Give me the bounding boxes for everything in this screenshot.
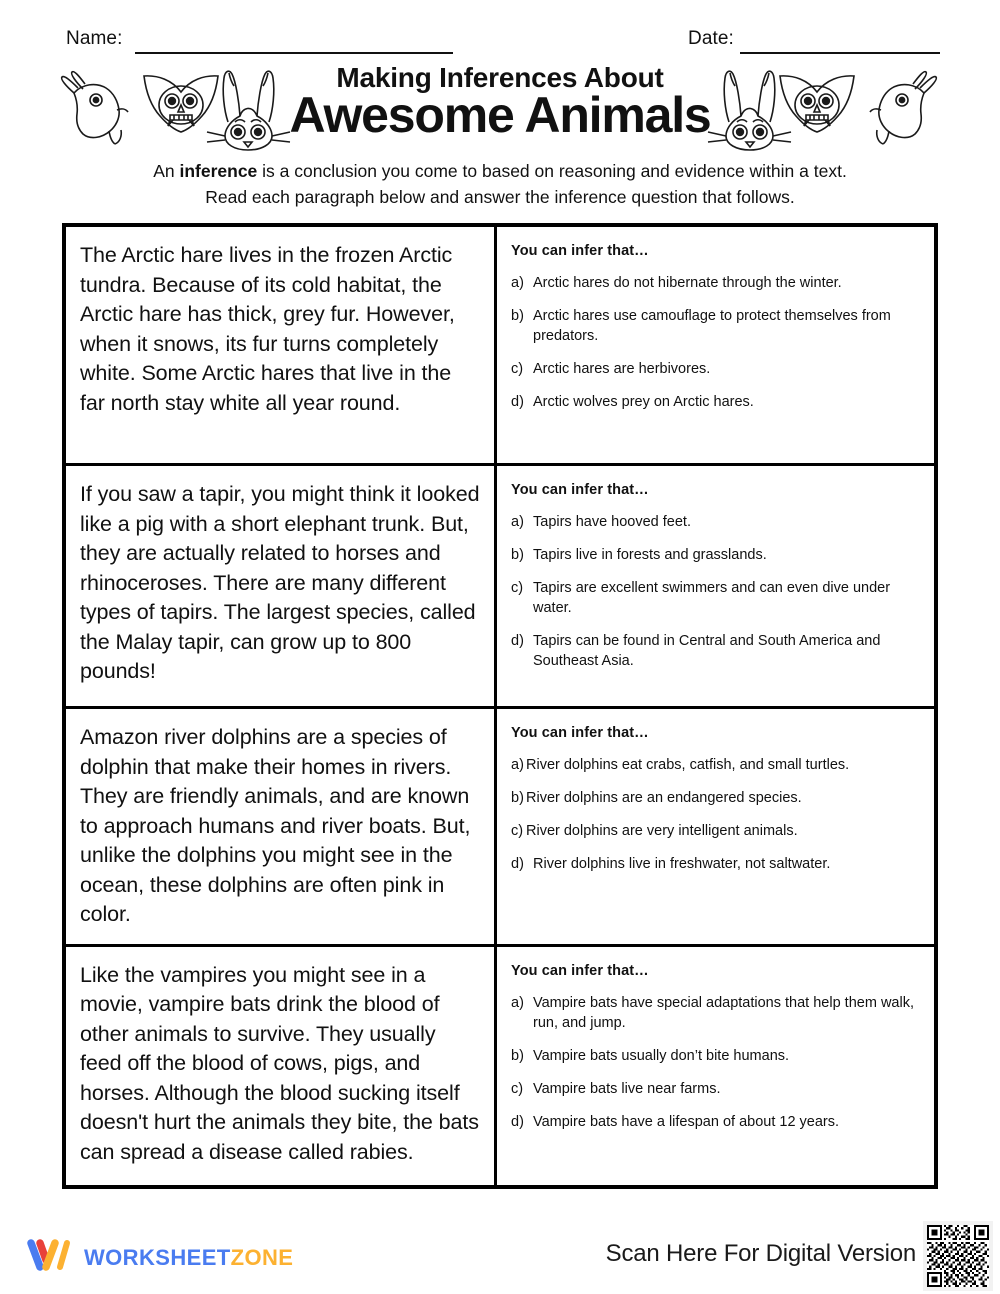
table-row [66,947,934,1185]
table-row [66,709,934,947]
option-letter: d) [511,1113,524,1130]
option-letter: a) [511,514,524,530]
answer-option[interactable] [511,273,922,293]
answer-option[interactable] [511,788,922,808]
passage-text: If you saw a tapir, you might think it looked like a pig with a short elephant trunk. But, they are actually related to horses and rhinoceroses. There are many different types of tapirs. The largest species, called the Malay tapir, can grow up to 800 pounds! [80,482,480,683]
option-letter: b) [511,1047,524,1064]
answer-option[interactable] [511,755,922,775]
instructions-suffix: is a conclusion you come to based on reasoning and evidence within a text. [257,161,847,181]
option-letter: d) [511,856,524,872]
option-text: Vampire bats have a lifespan of about 12 years. [533,1113,840,1130]
hare-head-icon [708,71,791,150]
option-text: River dolphins eat crabs, catfish, and small turtles. [526,757,850,773]
answer-option[interactable] [511,993,922,1033]
worksheet-title-band [0,62,1000,154]
passage-cell [66,227,497,463]
inference-keyword: inference [179,161,258,181]
passage-cell [66,947,497,1185]
answer-option[interactable] [511,578,922,618]
option-text: Arctic wolves prey on Arctic hares. [533,394,754,410]
option-letter: a) [511,994,524,1011]
option-text: River dolphins live in freshwater, not saltwater. [533,856,831,872]
option-text: Vampire bats live near farms. [533,1080,721,1097]
answers-cell [497,227,934,463]
option-text: Vampire bats have special adaptations that help them walk, run, and jump. [533,994,914,1031]
option-letter: d) [511,633,524,649]
option-text: Tapirs are excellent swimmers and can even dive under water. [533,580,891,616]
option-letter: c) [511,361,524,377]
page-footer [0,1218,1000,1294]
qr-code[interactable] [923,1221,993,1291]
passage-cell [66,466,497,706]
option-letter: b) [511,790,524,806]
answer-option[interactable] [511,821,922,841]
infer-heading: You can infer that… [511,243,649,259]
tapir-head-icon [870,72,936,144]
answers-cell [497,466,934,706]
option-text: Tapirs can be found in Central and South America and Southeast Asia. [533,633,881,669]
animal-illustrations-right [706,62,946,154]
option-letter: c) [511,1080,524,1097]
passage-text: Amazon river dolphins are a species of dolphin that make their homes in rivers. They are friendly animals, and are known to approach humans and river boats. But, unlike the dolphins you might see in the ocean, these dolphins are often pink in color. [80,725,471,926]
worksheet-table [62,223,938,1189]
worksheetzone-mark-icon [24,1238,74,1277]
instructions-line-1 [0,158,1000,184]
table-row [66,227,934,466]
instructions-prefix: An [153,161,180,181]
option-text: Arctic hares are herbivores. [533,361,711,377]
option-text: Arctic hares do not hibernate through the winter. [533,275,842,291]
option-letter: a) [511,757,524,773]
passage-cell [66,709,497,944]
brand-secondary-text: ZONE [230,1244,294,1270]
option-letter: b) [511,547,524,563]
answer-option[interactable] [511,1046,922,1066]
option-letter: c) [511,580,524,596]
answer-option[interactable] [511,854,922,874]
brand-primary-text: WORKSHEET [84,1244,231,1270]
infer-heading: You can infer that… [511,725,649,741]
instructions [0,158,1000,210]
infer-heading: You can infer that… [511,482,649,498]
option-text: River dolphins are an endangered species. [526,790,802,806]
option-text: Tapirs have hooved feet. [533,514,691,530]
infer-heading: You can infer that… [511,962,649,979]
worksheetzone-logo[interactable] [24,1238,293,1277]
option-letter: b) [511,308,524,324]
scan-prompt-text: Scan Here For Digital Version [605,1240,916,1267]
date-write-line[interactable] [740,52,940,54]
date-label: Date: [688,28,734,49]
title-line-1: Making Inferences About [336,62,664,93]
option-text: River dolphins are very intelligent animals. [526,823,798,839]
passage-text: The Arctic hare lives in the frozen Arctic tundra. Because of its cold habitat, the Arctic hare has thick, grey fur. However, when it snows, its fur turns completely white. Some Arctic hares that live in the far north stay white all year round. [80,243,455,415]
name-write-line[interactable] [135,52,453,54]
name-date-header [0,26,1000,58]
table-row [66,466,934,709]
option-letter: a) [511,275,524,291]
passage-text: Like the vampires you might see in a movie, vampire bats drink the blood of other animals to survive. They usually feed off the blood of cows, pigs, and horses. Although the blood sucking itself doesn't hurt the animals they bite, the bats can spread a disease called rabies. [80,962,479,1164]
title-line-2: Awesome Animals [289,87,711,143]
answer-option[interactable] [511,306,922,346]
answer-option[interactable] [511,545,922,565]
answers-cell [497,947,934,1185]
answer-option[interactable] [511,1079,922,1099]
answer-option[interactable] [511,512,922,532]
option-letter: d) [511,394,524,410]
answer-option[interactable] [511,359,922,379]
option-text: Arctic hares use camouflage to protect themselves from predators. [533,308,891,344]
option-text: Vampire bats usually don’t bite humans. [533,1047,790,1064]
answers-cell [497,709,934,944]
worksheetzone-wordmark [84,1245,293,1271]
answer-option[interactable] [511,392,922,412]
answer-option[interactable] [511,1112,922,1132]
option-text: Tapirs live in forests and grasslands. [533,547,767,563]
name-label: Name: [66,28,123,49]
option-letter: c) [511,823,524,839]
instructions-line-2: Read each paragraph below and answer the inference question that follows. [205,187,795,207]
answer-option[interactable] [511,631,922,671]
bat-head-icon [780,76,854,132]
